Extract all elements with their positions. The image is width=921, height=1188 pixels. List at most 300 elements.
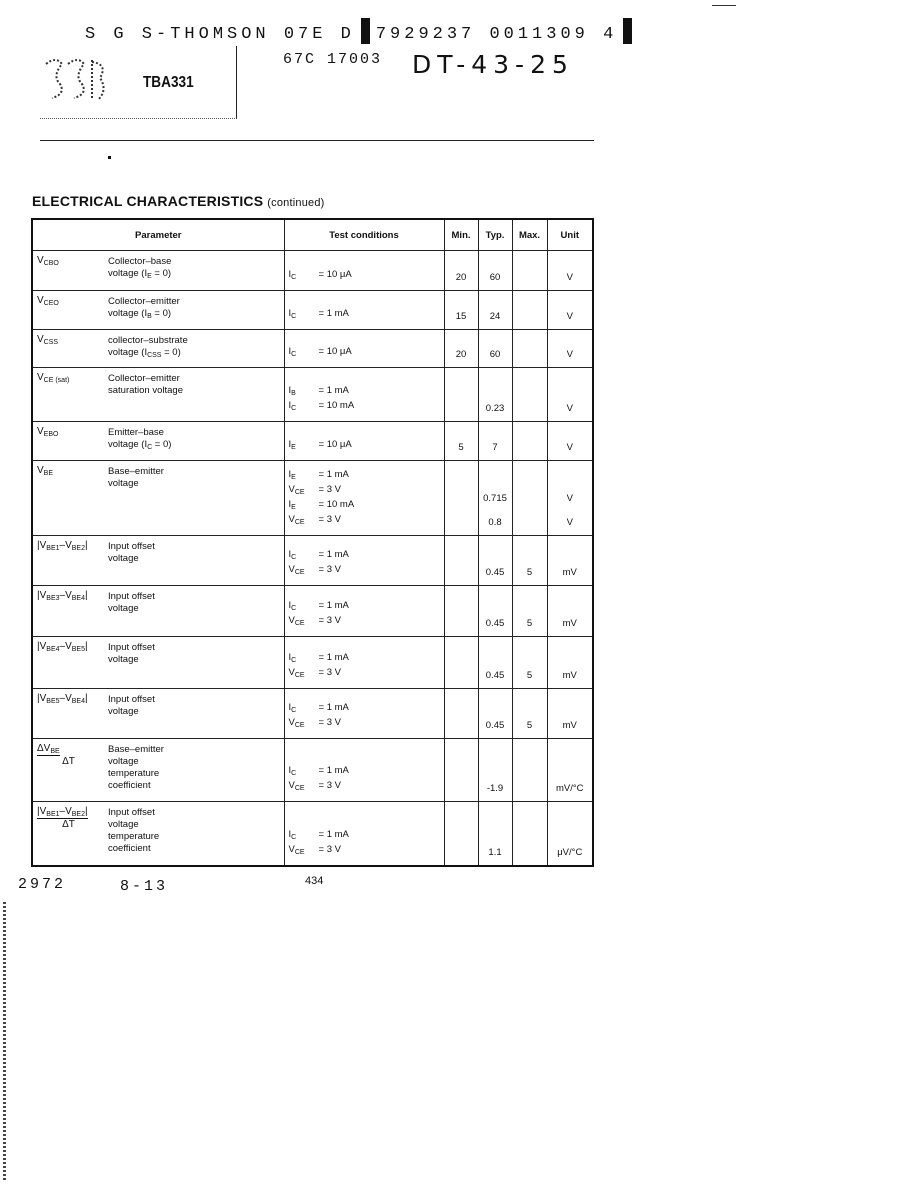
param-text: temperature [108,768,160,779]
value-min: 15 [444,291,478,330]
param-description [104,802,284,866]
condition-quantity [289,667,319,682]
cond-var: I [288,828,292,840]
symbol-sub: BE5 [46,698,60,705]
footer-code-mid: 8-13 [120,878,169,895]
cond-var: I [288,702,292,713]
table-row [32,251,593,291]
cond-var: I [288,269,292,280]
cond-var: I [288,346,292,357]
condition-line [289,439,440,454]
value-min: 5 [444,422,478,461]
condition-value: = 10 μA [318,439,352,450]
test-conditions [284,689,444,739]
value-max: 5 [512,637,547,689]
condition-line [289,600,440,615]
param-text: = 0) [151,268,172,279]
symbol-sub: BE4 [71,595,85,602]
corner-mark [712,5,736,6]
condition-line [289,780,440,795]
table-row [32,461,593,536]
symbol-denominator: ΔT [62,819,75,830]
col-header-unit: Unit [547,219,593,251]
cond-sub: C [291,657,297,664]
value-typ: 0.45 [478,536,512,586]
param-symbol [32,461,104,536]
symbol-numerator [37,806,88,819]
condition-value: = 1 mA [318,385,349,396]
condition-line [289,385,440,400]
value-unit-line: V [566,493,573,504]
condition-quantity [289,308,319,323]
value-typ-line: 0.8 [488,517,502,528]
param-text: Collector–emitter [108,373,180,384]
param-line [108,478,280,490]
section-title [32,193,325,209]
param-text: Input offset [108,694,155,705]
test-conditions [284,291,444,330]
value-min [444,586,478,637]
table-row [32,637,593,689]
param-text: voltage ( [108,268,145,279]
header-code-2: 7929237 0011309 4 [375,25,618,44]
symbol-sub: CE (sat) [43,377,70,384]
cond-sub: CE [294,672,305,679]
param-text: Base–emitter [108,744,164,755]
param-symbol [32,536,104,586]
condition-quantity [289,780,319,795]
test-conditions [284,368,444,422]
cond-var: V [288,667,295,678]
param-description [104,586,284,637]
cond-sub: CE [294,722,305,729]
symbol-sub: BE4 [46,646,60,653]
param-text: voltage [108,478,139,489]
param-var: I [144,347,148,358]
cond-var: V [288,484,295,495]
symbol-text: V [37,465,44,476]
cond-sub: C [291,313,297,320]
value-min [444,802,478,866]
cond-var: I [288,549,292,560]
param-text: voltage [108,603,139,614]
param-description [104,689,284,739]
cond-var: V [288,564,295,575]
param-text: coefficient [108,843,151,854]
test-conditions [284,251,444,291]
symbol-text: | [84,590,88,601]
cond-var: I [288,308,292,319]
param-symbol [32,802,104,866]
value-max [512,422,547,461]
value-min [444,637,478,689]
symbol-text: V [37,372,44,383]
condition-value: = 3 V [318,717,341,728]
cond-sub: C [291,554,297,561]
value-max [512,251,547,291]
test-conditions [284,739,444,802]
param-text: voltage [108,553,139,564]
param-text: Base–emitter [108,466,164,477]
param-symbol [32,637,104,689]
cond-var: I [288,439,292,450]
param-line [108,694,280,706]
condition-quantity [289,600,319,615]
symbol-text: –V [59,641,72,652]
symbol-sub: BE2 [71,545,85,552]
condition-line [289,499,440,514]
symbol-sub: BE1 [46,545,60,552]
param-line [108,541,280,553]
scan-dot [108,156,111,159]
symbol-sub: BE5 [71,646,85,653]
param-line [108,768,280,780]
condition-value: = 1 mA [318,652,349,663]
param-symbol [32,422,104,461]
cond-sub: E [291,504,296,511]
cond-var: V [288,780,295,791]
param-description [104,251,284,291]
value-typ: 0.45 [478,586,512,637]
cond-sub: CE [294,785,305,792]
value-max: 5 [512,586,547,637]
condition-quantity [289,269,319,284]
condition-line [289,702,440,717]
symbol-sub: BE1 [46,811,60,818]
condition-quantity [289,844,319,859]
characteristics-table [31,218,594,867]
condition-quantity [289,484,319,499]
param-text: Input offset [108,591,155,602]
cond-sub: C [291,405,297,412]
condition-quantity [289,514,319,529]
param-line [108,843,280,855]
symbol-sub: CSS [43,339,59,346]
value-unit: V [547,422,593,461]
param-line [108,706,280,718]
cond-sub: C [291,707,297,714]
symbol-text: V [37,334,44,345]
param-description [104,291,284,330]
section-title-suffix: (continued) [267,197,325,209]
cond-var: I [288,652,292,663]
table-row [32,536,593,586]
param-line [108,591,280,603]
page-number: 434 [305,875,324,887]
param-sub: CSS [147,352,162,359]
param-description [104,368,284,422]
symbol-sub: BE [50,748,60,755]
cond-var: V [288,843,295,855]
param-description [104,739,284,802]
symbol-text: | [84,540,88,551]
param-text: Input offset [108,642,155,653]
condition-line [289,844,440,859]
table-row [32,422,593,461]
param-var: I [144,439,148,450]
cond-sub: CE [294,489,305,496]
condition-line [289,400,440,415]
param-text: voltage ( [108,308,145,319]
condition-quantity [289,499,319,514]
scan-edge-mark [3,902,6,1182]
value-typ: 60 [478,330,512,368]
condition-line [289,667,440,682]
symbol-text: |V [37,590,47,601]
condition-value: = 3 V [318,667,341,678]
param-text: temperature [108,831,160,842]
param-text: Input offset [108,807,155,818]
condition-quantity [289,400,319,415]
symbol-sub: BE [43,470,54,477]
table-row [32,330,593,368]
condition-quantity [289,717,319,732]
test-conditions [284,422,444,461]
cond-sub: C [291,274,297,281]
value-typ: 0.23 [478,368,512,422]
param-text: = 0) [161,347,181,358]
cond-sub: C [291,770,297,777]
value-unit: mV/°C [547,739,593,802]
col-header-typ: Typ. [478,219,512,251]
param-text: voltage [108,819,139,830]
value-min: 20 [444,251,478,291]
cond-sub: CE [294,848,305,856]
cond-sub: C [291,351,297,358]
test-conditions [284,536,444,586]
header-lot-code: 67C 17003 [283,51,383,68]
condition-value: = 3 V [318,615,341,626]
test-conditions [284,802,444,866]
param-line [108,308,280,323]
condition-value: = 10 mA [318,499,355,510]
symbol-denominator: ΔT [62,756,75,767]
param-text: voltage [108,654,139,665]
param-line [108,427,280,439]
condition-line [289,829,440,844]
symbol-sub: EBO [43,431,59,438]
param-line [108,744,280,756]
condition-value: = 3 V [318,514,341,525]
table-row [32,586,593,637]
param-description [104,536,284,586]
param-text: Input offset [108,541,155,552]
condition-line [289,514,440,529]
param-text: voltage ( [108,439,145,450]
table-body [32,251,593,866]
param-var: I [144,268,148,279]
param-symbol [32,689,104,739]
value-typ: 7 [478,422,512,461]
value-max [512,739,547,802]
symbol-text: V [37,255,44,266]
cond-sub: B [291,390,296,397]
symbol-text: V [37,295,44,306]
value-unit-line: V [566,517,573,528]
param-text: collector–substrate [108,335,188,346]
condition-quantity [289,564,319,579]
condition-line [289,484,440,499]
cond-sub: E [291,444,296,451]
condition-quantity [289,469,319,484]
symbol-text: –V [59,540,72,551]
value-unit: V [547,368,593,422]
cond-var: I [288,765,292,776]
symbol-sub: CEO [43,300,59,307]
param-line [108,819,280,831]
col-header-test-conditions: Test conditions [284,219,444,251]
param-description [104,461,284,536]
param-symbol [32,251,104,291]
col-header-min: Min. [444,219,478,251]
condition-value: = 1 mA [318,549,349,560]
condition-line [289,615,440,630]
condition-line [289,564,440,579]
param-line [108,654,280,666]
param-line [108,756,280,768]
header-rule [40,140,594,141]
value-max [512,368,547,422]
symbol-sub: CBO [43,260,59,267]
condition-value: = 1 mA [318,765,349,776]
col-header-parameter: Parameter [32,219,284,251]
value-typ: -1.9 [478,739,512,802]
param-text: Emitter–base [108,427,164,438]
cond-sub: C [291,833,297,841]
condition-value: = 10 μA [318,269,352,280]
value-max [512,291,547,330]
condition-quantity [289,439,319,454]
table-row [32,291,593,330]
symbol-text: –V [59,806,72,817]
param-line [108,347,280,362]
condition-value: = 1 mA [318,308,349,319]
param-text: saturation voltage [108,385,183,396]
section-title-text: ELECTRICAL CHARACTERISTICS [32,193,264,209]
condition-quantity [289,549,319,564]
col-header-max: Max. [512,219,547,251]
condition-quantity [289,702,319,717]
param-line [108,439,280,454]
table-row [32,802,593,866]
condition-quantity [289,652,319,667]
param-line [108,385,280,397]
symbol-text: | [84,693,88,704]
value-max [512,461,547,536]
condition-line [289,308,440,323]
symbol-text: |V [37,806,47,817]
condition-value: = 10 mA [318,400,355,411]
condition-line [289,652,440,667]
value-min: 20 [444,330,478,368]
param-text: voltage [108,756,139,767]
test-conditions [284,637,444,689]
value-max: 5 [512,536,547,586]
value-unit: V [547,291,593,330]
value-unit: mV [547,586,593,637]
value-max: 5 [512,689,547,739]
condition-quantity [289,615,319,630]
value-typ: 60 [478,251,512,291]
symbol-text: ΔV [37,743,51,754]
condition-value: = 1 mA [318,600,349,611]
condition-quantity [289,765,319,780]
table-row [32,689,593,739]
handwritten-stamp: DT-43-25 [412,50,574,79]
param-text: Collector–emitter [108,296,180,307]
condition-line [289,469,440,484]
value-typ: 1.1 [478,802,512,866]
param-line [108,553,280,565]
param-line [108,256,280,268]
param-symbol [32,586,104,637]
param-text: = 0) [152,439,172,450]
condition-quantity [289,346,319,361]
test-conditions [284,586,444,637]
param-symbol [32,368,104,422]
part-number: TBA331 [143,74,194,91]
header-block-mark [361,18,370,44]
symbol-sub: BE4 [71,698,85,705]
condition-line [289,346,440,361]
value-unit: mV [547,689,593,739]
param-sub: B [147,313,152,320]
param-symbol [32,739,104,802]
param-line [108,603,280,615]
condition-value: = 1 mA [318,828,349,840]
param-line [108,831,280,843]
value-unit: mV [547,536,593,586]
symbol-sub: BE2 [71,811,85,818]
header-code-line [85,18,638,44]
cond-var: I [288,499,292,510]
table-header-row [32,219,593,251]
cond-var: I [288,469,292,480]
param-description [104,330,284,368]
table-row [32,739,593,802]
test-conditions [284,330,444,368]
condition-value: = 1 mA [318,702,349,713]
condition-value: = 3 V [318,564,341,575]
sgs-logo-icon [42,54,112,106]
value-min [444,536,478,586]
value-min [444,689,478,739]
condition-value: = 3 V [318,843,341,855]
header-code-1: S G S-THOMSON 07E D [85,25,355,44]
symbol-text: |V [37,540,47,551]
value-typ-line: 0.715 [483,493,507,504]
param-description [104,637,284,689]
param-text: = 0) [151,308,172,319]
param-text: coefficient [108,780,151,791]
value-min [444,368,478,422]
test-conditions [284,461,444,536]
symbol-text: –V [59,693,72,704]
symbol-text: V [37,426,44,437]
symbol-text: |V [37,641,47,652]
value-unit: mV [547,637,593,689]
symbol-text: –V [59,590,72,601]
condition-quantity [289,829,319,844]
param-sub: E [147,273,152,280]
condition-value: = 3 V [318,484,341,495]
cond-var: I [288,385,292,396]
header-block-mark [623,18,632,44]
value-min [444,461,478,536]
value-typ: 0.45 [478,689,512,739]
param-line [108,373,280,385]
value-unit: V [547,251,593,291]
